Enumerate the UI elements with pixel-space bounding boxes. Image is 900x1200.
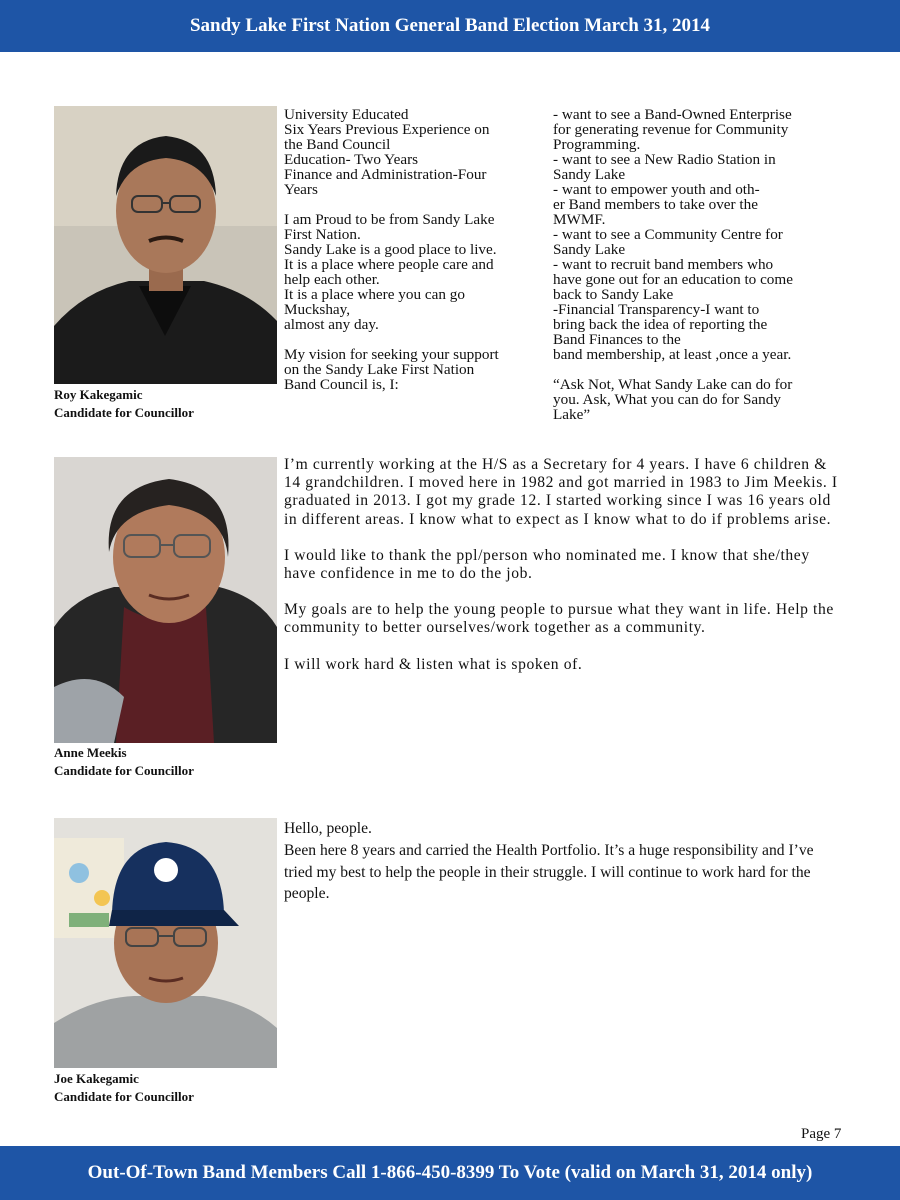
text-line: you. Ask, What you can do for Sandy bbox=[553, 391, 781, 408]
paragraph: Been here 8 years and carried the Health Portfolio. It’s a huge responsibility and I’ve tried my best to help the people in their struggle. I will continue to work hard for the people. bbox=[284, 841, 814, 903]
text-line: bring back the idea of reporting the bbox=[553, 316, 768, 333]
text-line: Sandy Lake bbox=[553, 166, 626, 183]
text-line: band membership, at least ,once a year. bbox=[553, 346, 792, 363]
candidate-2-statement bbox=[284, 456, 844, 692]
text-line: My vision for seeking your support bbox=[284, 346, 499, 363]
text-line: Programming. bbox=[553, 136, 641, 153]
text-line: on the Sandy Lake First Nation bbox=[284, 361, 475, 378]
text-line: back to Sandy Lake bbox=[553, 286, 674, 303]
text-line: First Nation. bbox=[284, 226, 361, 243]
text-line: - want to see a New Radio Station in bbox=[553, 151, 776, 168]
text-line: - want to see a Community Centre for bbox=[553, 226, 783, 243]
text-line: help each other. bbox=[284, 271, 380, 288]
text-line: er Band members to take over the bbox=[553, 196, 758, 213]
candidate-role: Candidate for Councillor bbox=[54, 1089, 194, 1104]
text-line: Muckshay, bbox=[284, 301, 351, 318]
page-number: Page 7 bbox=[801, 1126, 842, 1142]
candidate-caption-anne bbox=[54, 744, 194, 780]
candidate-role: Candidate for Councillor bbox=[54, 405, 194, 420]
footer-banner bbox=[0, 1146, 900, 1200]
text-line: -Financial Transparency-I want to bbox=[553, 301, 760, 318]
text-line: - want to empower youth and oth- bbox=[553, 181, 760, 198]
header-title: Sandy Lake First Nation General Band Election March 31, 2014 bbox=[189, 15, 711, 36]
text-line: Sandy Lake bbox=[553, 241, 626, 258]
text-line: have gone out for an education to come bbox=[553, 271, 793, 288]
text-line: Sandy Lake is a good place to live. bbox=[284, 241, 497, 258]
candidate-photo-roy-kakegamic bbox=[54, 106, 277, 384]
header-banner bbox=[0, 0, 900, 52]
text-line: MWMF. bbox=[553, 211, 606, 228]
text-line: Years bbox=[284, 181, 318, 198]
text-line: Band Council is, I: bbox=[284, 376, 399, 393]
paragraph: I’m currently working at the H/S as a Secretary for 4 years. I have 6 children & 14 grandchildren. I moved here in 1982 and got married in 1983 to Jim Meekis. I graduated in 2013. I got my grade 12. I started working since I was 16 years old in different areas. I know what to expect as I know what to do if problems arise. bbox=[284, 456, 838, 528]
text-line: Education- Two Years bbox=[284, 151, 419, 168]
text-line: Lake” bbox=[553, 406, 591, 423]
candidate-caption-roy bbox=[54, 386, 194, 422]
paragraph: Hello, people. bbox=[284, 820, 372, 837]
paragraph: I will work hard & listen what is spoken of. bbox=[284, 655, 583, 673]
candidate-name: Roy Kakegamic bbox=[54, 387, 143, 402]
text-line: Six Years Previous Experience on bbox=[284, 121, 490, 138]
candidate-1-left-column bbox=[284, 107, 546, 392]
paragraph: My goals are to help the young people to pursue what they want in life. Help the community to better ourselves/work together as a community. bbox=[284, 601, 834, 637]
text-line: It is a place where people care and bbox=[284, 256, 494, 273]
candidate-photo-anne-meekis bbox=[54, 457, 277, 743]
text-line: for generating revenue for Community bbox=[553, 121, 789, 138]
candidate-3-statement bbox=[284, 818, 844, 905]
candidate-caption-joe bbox=[54, 1070, 194, 1106]
text-line: - want to see a Band-Owned Enterprise bbox=[553, 106, 792, 123]
text-line: University Educated bbox=[284, 106, 409, 123]
text-line: - want to recruit band members who bbox=[553, 256, 774, 273]
text-line: the Band Council bbox=[284, 136, 391, 153]
candidate-role: Candidate for Councillor bbox=[54, 763, 194, 778]
text-line: Band Finances to the bbox=[553, 331, 681, 348]
text-line: “Ask Not, What Sandy Lake can do for bbox=[553, 376, 793, 393]
footer-text: Out-Of-Town Band Members Call 1-866-450-8399 To Vote (valid on March 31, 2014 only) bbox=[87, 1162, 813, 1183]
text-line: Finance and Administration-Four bbox=[284, 166, 487, 183]
candidate-name: Joe Kakegamic bbox=[54, 1071, 139, 1086]
paragraph: I would like to thank the ppl/person who nominated me. I know that she/they have confidence in me to do the job. bbox=[284, 546, 810, 583]
text-line: I am Proud to be from Sandy Lake bbox=[284, 211, 495, 228]
candidate-1-right-column bbox=[553, 107, 853, 422]
candidate-name: Anne Meekis bbox=[54, 745, 127, 760]
text-line: It is a place where you can go bbox=[284, 286, 465, 303]
candidate-photo-joe-kakegamic bbox=[54, 818, 277, 1068]
text-line: almost any day. bbox=[284, 316, 379, 333]
